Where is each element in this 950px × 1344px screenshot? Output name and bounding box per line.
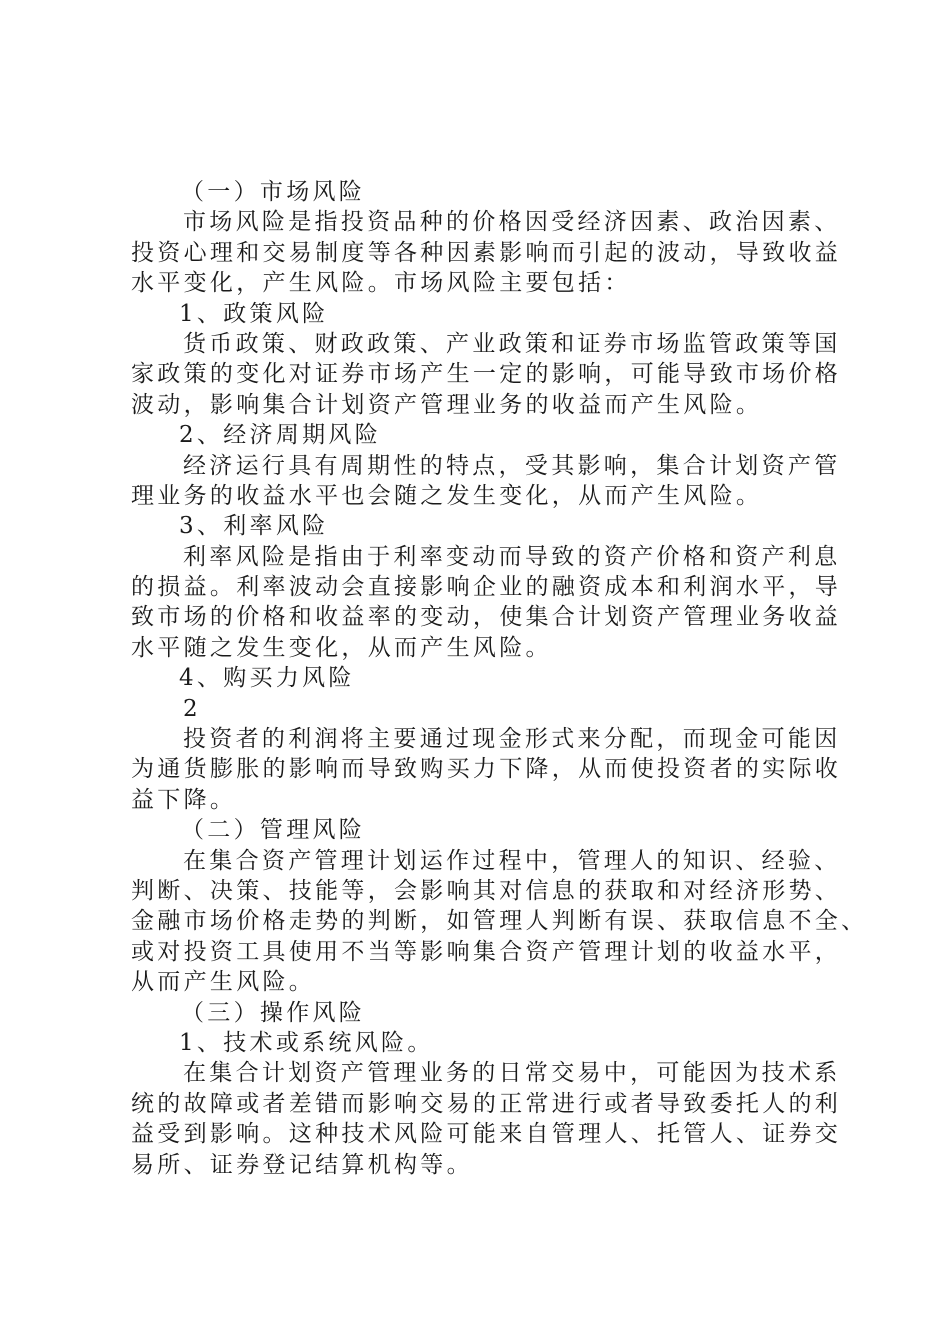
text-line: 易所、证券登记结算机构等。 [131, 1151, 473, 1178]
text-line: 或对投资工具使用不当等影响集合资产管理计划的收益水平， [131, 938, 842, 965]
text-line: 的损益。利率波动会直接影响企业的融资成本和利润水平，导 [131, 574, 842, 601]
paragraph-first-line: 在集合计划资产管理业务的日常交易中，可能因为技术系 [183, 1060, 841, 1087]
section-heading: （一）市场风险 [181, 179, 366, 205]
text-line: 统的故障或者差错而影响交易的正常进行或者导致委托人的利 [131, 1090, 842, 1117]
paragraph-first-line: 市场风险是指投资品种的价格因受经济因素、政治因素、 [183, 209, 841, 236]
text-line: 益受到影响。这种技术风险可能来自管理人、托管人、证券交 [131, 1121, 842, 1148]
paragraph-first-line: 投资者的利润将主要通过现金形式来分配，而现金可能因 [183, 726, 841, 753]
section-heading: （三）操作风险 [181, 999, 366, 1026]
text-line: 家政策的变化对证券市场产生一定的影响，可能导致市场价格 [131, 361, 842, 388]
text-line: 水平变化，产生风险。市场风险主要包括： [131, 270, 631, 297]
subsection-heading: 1、技术或系统风险。 [179, 1029, 434, 1056]
paragraph-first-line: 在集合资产管理计划运作过程中，管理人的知识、经验、 [183, 847, 841, 874]
paragraph-first-line: 利率风险是指由于利率变动而导致的资产价格和资产利息 [183, 543, 841, 570]
subsection-heading: 2、经济周期风险 [179, 422, 382, 449]
subsection-heading: 3、利率风险 [179, 513, 329, 540]
text-line: 波动，影响集合计划资产管理业务的收益而产生风险。 [131, 391, 763, 418]
text-line: 投资心理和交易制度等各种因素影响而引起的波动，导致收益 [131, 239, 842, 266]
paragraph-first-line: 货币政策、财政政策、产业政策和证券市场监管政策等国 [183, 330, 841, 357]
paragraph-first-line: 2 [183, 695, 201, 722]
text-line: 水平随之发生变化，从而产生风险。 [131, 634, 552, 661]
subsection-heading: 1、政策风险 [179, 300, 329, 327]
text-line: 从而产生风险。 [131, 969, 316, 996]
subsection-heading: 4、购买力风险 [179, 665, 355, 692]
text-line: 益下降。 [131, 786, 237, 813]
document-body [131, 177, 868, 1180]
section-heading: （二）管理风险 [181, 817, 366, 844]
paragraph-first-line: 经济运行具有周期性的特点，受其影响，集合计划资产管 [183, 452, 841, 479]
text-line: 判断、决策、技能等，会影响其对信息的获取和对经济形势、 [131, 877, 842, 904]
text-line: 理业务的收益水平也会随之发生变化，从而产生风险。 [131, 482, 763, 509]
text-line: 为通货膨胀的影响而导致购买力下降，从而使投资者的实际收 [131, 756, 842, 783]
text-line: 金融市场价格走势的判断，如管理人判断有误、获取信息不全、 [131, 908, 868, 935]
text-line: 致市场的价格和收益率的变动，使集合计划资产管理业务收益 [131, 604, 842, 631]
